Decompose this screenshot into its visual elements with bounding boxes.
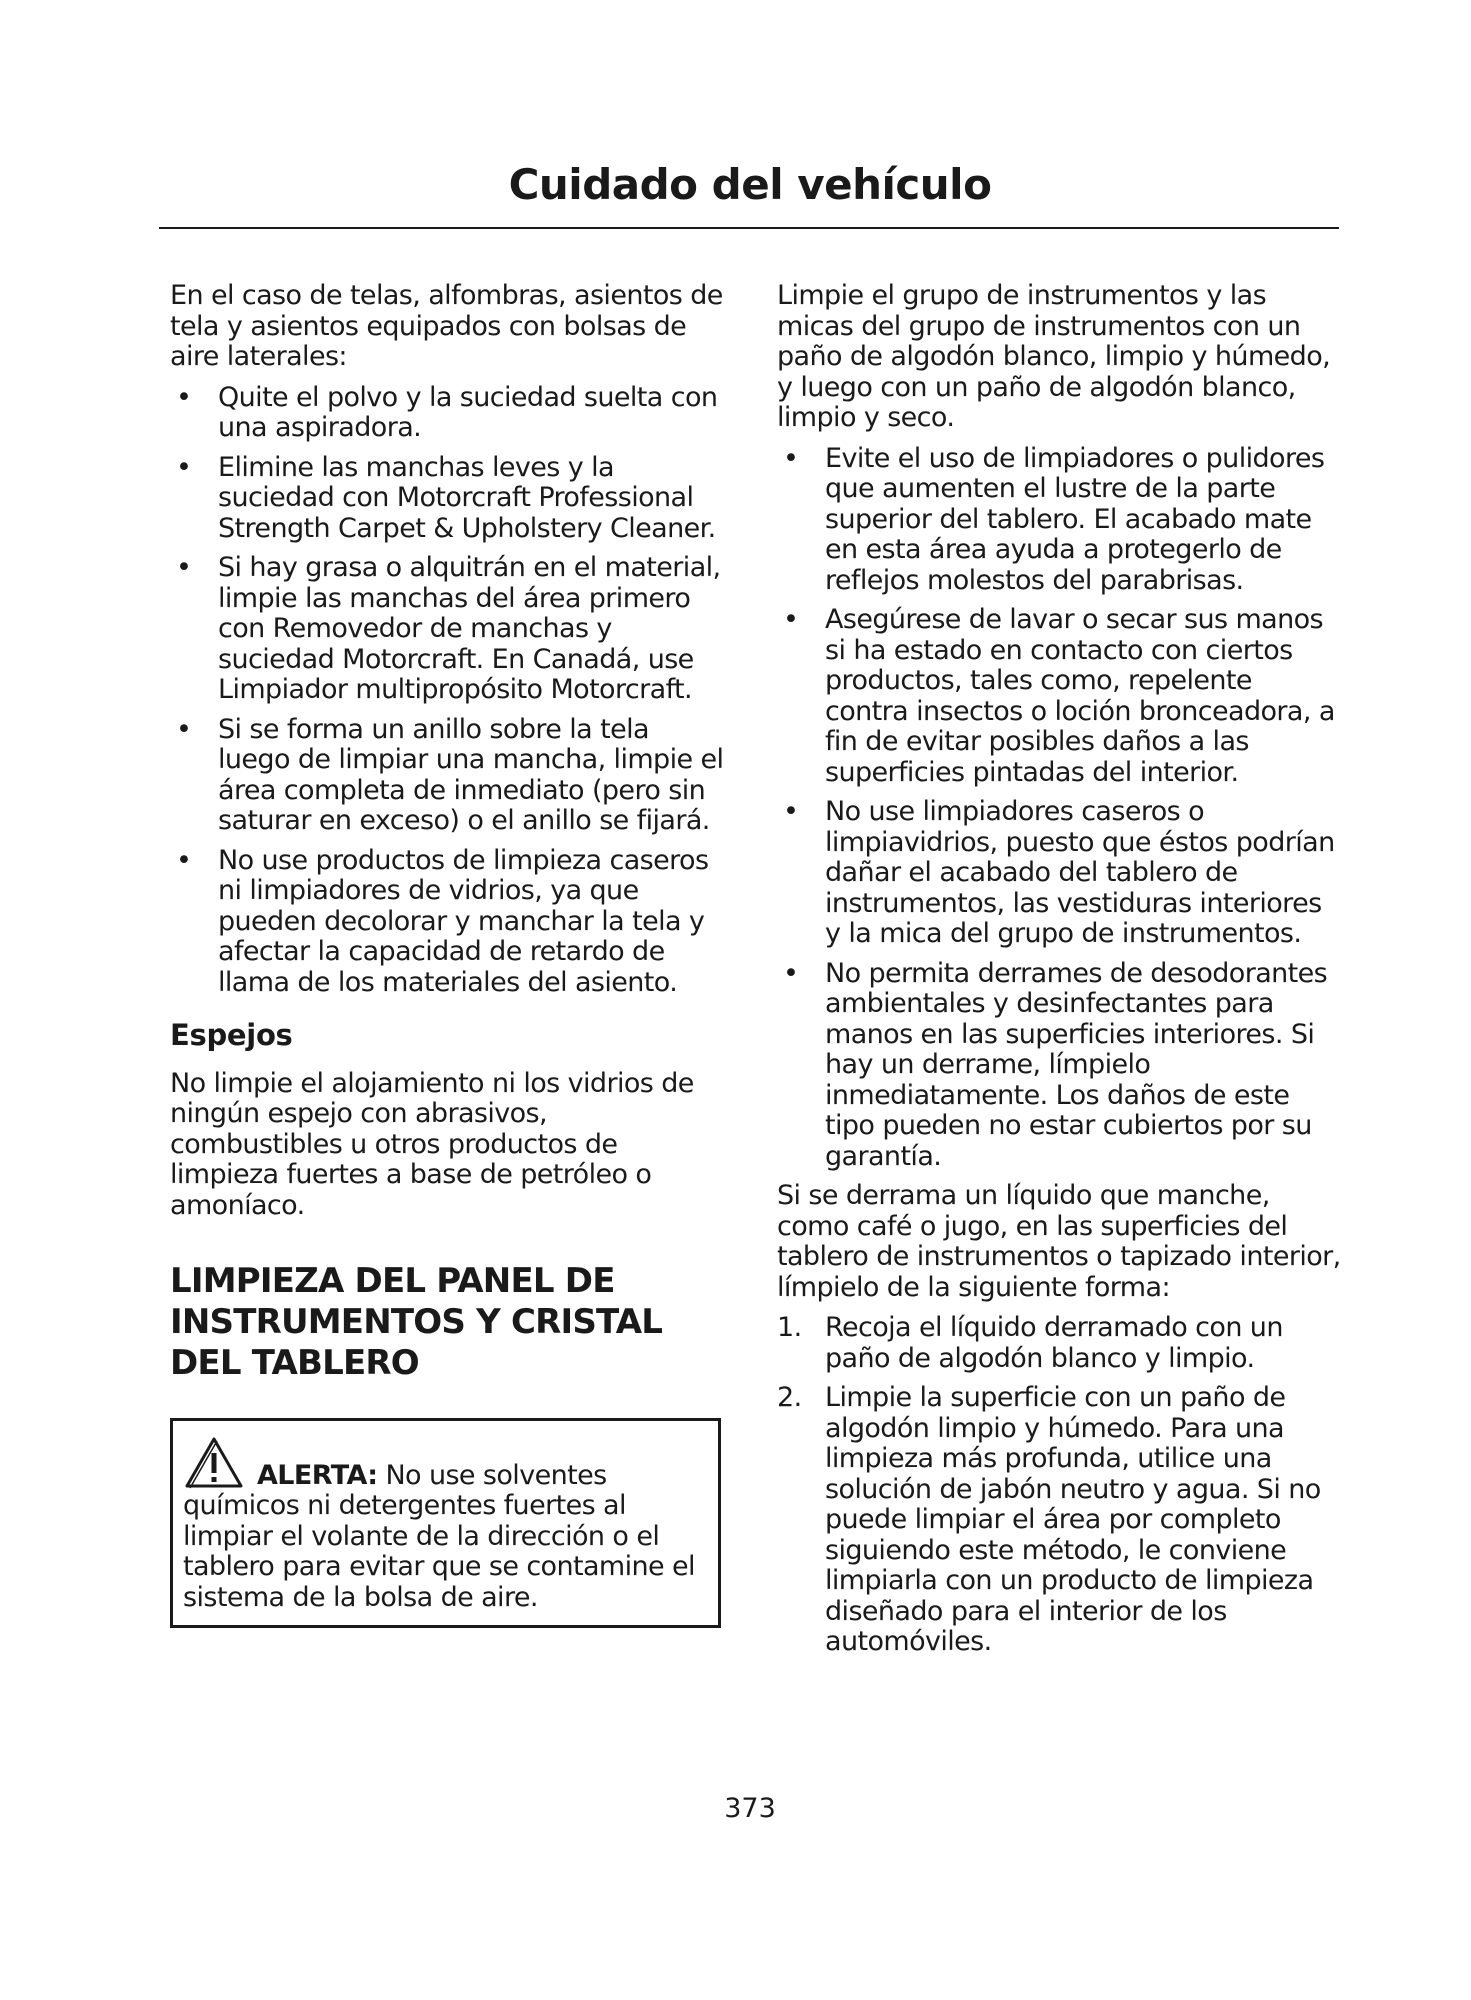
spill-steps-list [777,1313,1342,1658]
instrument-cluster-intro: Limpie el grupo de instrumentos y las micas del grupo de instrumentos con un paño de algodón blanco, limpio y húmedo, y luego con un paño de algodón blanco, limpio y seco. [777,280,1331,433]
list-item [777,444,1342,597]
list-item [777,1383,1342,1658]
step-text: Recoja el líquido derramado con un paño de algodón blanco y limpio. [825,1312,1283,1374]
bullet-text: Evite el uso de limpiadores o pulidores que aumenten el lustre de la parte superior del tablero. El acabado mate en esta área ayuda a protegerlo de reflejos molestos del parabrisas. [825,442,1325,596]
bullet-text: Quite el polvo y la suciedad suelta con una aspiradora. [218,381,718,443]
list-item [777,959,1342,1173]
bullet-marker: • [783,604,799,635]
bullet-text: Asegúrese de lavar o secar sus manos si ha estado en contacto con ciertos productos, tales como, repelente contra insectos o loción bronceadora, a fin de evitar posibles daños a las superficies pintadas del interior. [825,604,1335,788]
step-text: Limpie la superficie con un paño de algodón limpio y húmedo. Para una limpieza más profunda, utilice una solución de jabón neutro y agua. Si no puede limpiar el área por completo siguiendo este método, le conviene limpiarla con un producto de limpieza diseñado para el interior de los automóviles. [825,1382,1321,1657]
bullet-text: No permita derrames de desodorantes ambientales y desinfectantes para manos en las superficies interiores. Si hay un derrame, límpielo inmediatamente. Los daños de este tipo pueden no estar cubiertos por su garantía. [825,957,1328,1172]
page-number: 373 [724,1793,776,1824]
bullet-marker: • [176,844,192,876]
fabric-intro: En el caso de telas, alfombras, asientos de tela y asientos equipados con bolsas de aire laterales: [170,280,723,372]
bullet-marker: • [783,957,799,989]
mirrors-heading: Espejos [170,1018,293,1052]
alert-text: químicos ni detergentes fuertes al limpiar el volante de la dirección o el tablero para evitar que se contamine el sistema de la bolsa de aire. [183,1490,695,1613]
list-item [170,846,725,999]
bullet-text: No use limpiadores caseros o limpiavidrios, puesto que éstos podrían dañar el acabado del tablero de instrumentos, las vestiduras interiores y la mica del grupo de instrumentos. [825,796,1335,949]
list-item [170,453,725,545]
list-item [777,1313,1342,1374]
alert-first-line [183,1435,708,1491]
section-heading-line: LIMPIEZA DEL PANEL DE [170,1261,615,1301]
warning-triangle-icon [183,1435,245,1491]
bullet-marker: • [783,796,799,827]
bullet-marker: • [176,451,192,483]
section-heading-line: INSTRUMENTOS Y CRISTAL [170,1302,663,1342]
bullet-marker: • [176,552,192,583]
right-column [777,281,1342,1667]
step-number: 1. [777,1312,802,1343]
dashboard-bullet-list [777,444,1342,1173]
bullet-marker: • [783,442,799,474]
section-heading-line: DEL TABLERO [170,1343,419,1383]
page-title: Cuidado del vehículo [508,160,992,209]
left-column [170,281,725,1628]
list-item [170,383,725,444]
spill-intro: Si se derrama un líquido que manche, como café o jugo, en las superficies del tablero de instrumentos o tapizado interior, límpielo de la siguiente forma: [777,1180,1341,1303]
header-divider [159,227,1339,229]
bullet-marker: • [176,713,192,745]
alert-label: ALERTA: [257,1459,378,1491]
list-item [170,553,725,706]
step-number: 2. [777,1382,802,1413]
list-item [777,605,1342,788]
mirrors-text: No limpie el alojamiento ni los vidrios de ningún espejo con abrasivos, combustibles u otros productos de limpieza fuertes a base de petróleo o amoníaco. [170,1067,694,1221]
bullet-marker: • [176,381,192,413]
alert-first-line-text: No use solventes [385,1459,607,1491]
list-item [777,797,1342,950]
bullet-text: Si hay grasa o alquitrán en el material, limpie las manchas del área primero con Removedor de manchas y suciedad Motorcraft. En Canadá, use Limpiador multipropósito Motorcraft. [218,552,721,705]
fabric-bullet-list [170,383,725,999]
bullet-text: Elimine las manchas leves y la suciedad con Motorcraft Professional Strength Carpet & Upholstery Cleaner. [218,451,716,544]
bullet-text: Si se forma un anillo sobre la tela luego de limpiar una mancha, limpie el área completa de inmediato (pero sin saturar en exceso) o el anillo se fijará. [218,713,724,836]
alert-box [170,1418,721,1628]
section-heading [170,1261,725,1384]
list-item [170,715,725,837]
bullet-text: No use productos de limpieza caseros ni limpiadores de vidrios, ya que pueden decolorar y manchar la tela y afectar la capacidad de retardo de llama de los materiales del asiento. [218,844,709,998]
